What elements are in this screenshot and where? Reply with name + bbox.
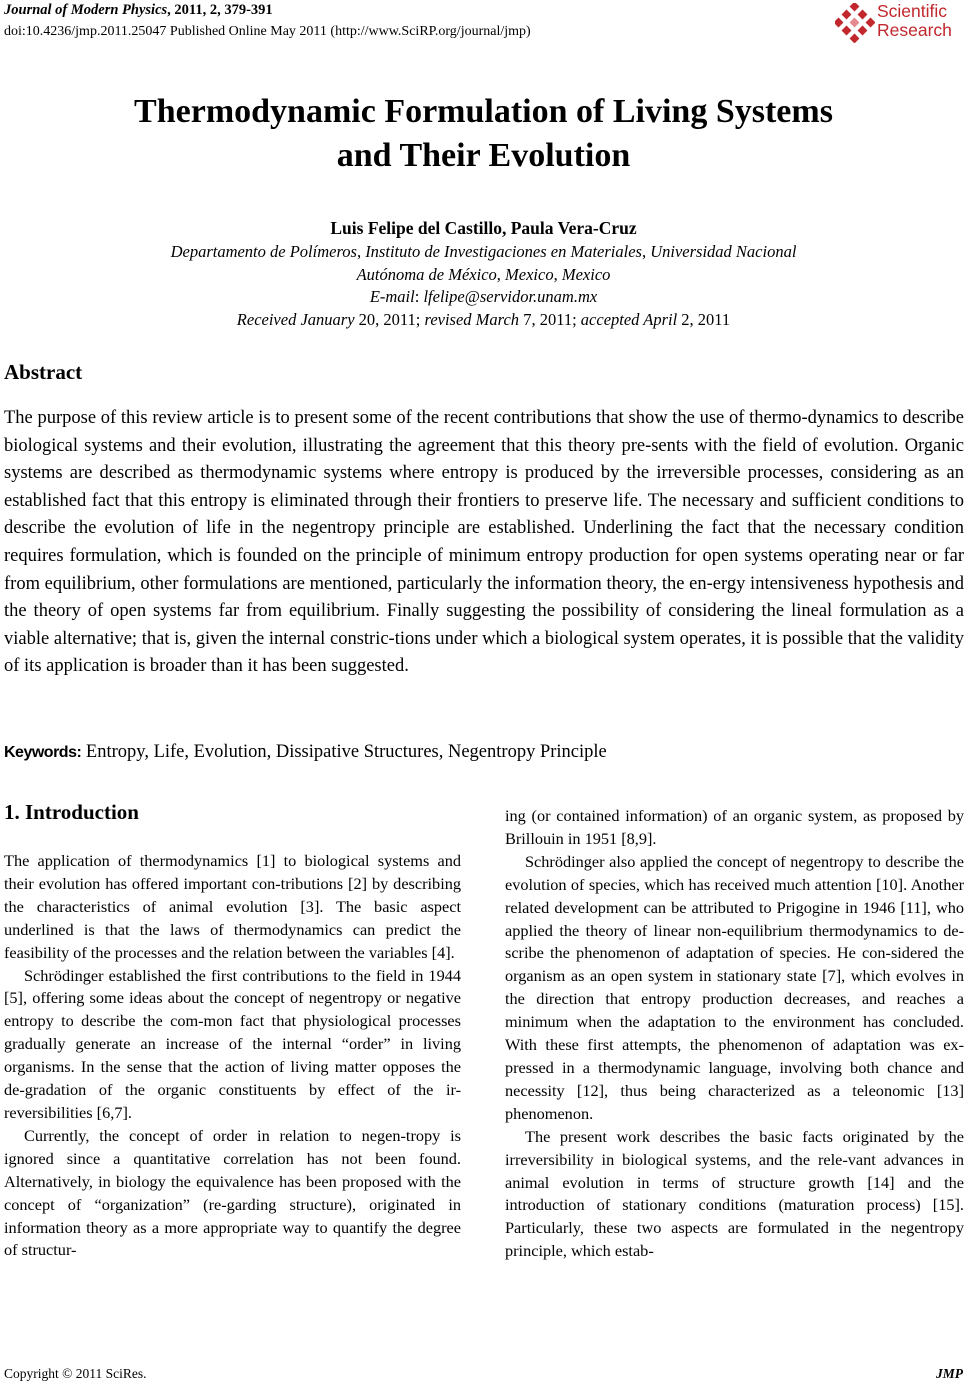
- title-line-2: and Their Evolution: [336, 137, 631, 174]
- logo-line-2: Research: [877, 20, 952, 40]
- logo-line-1: Scientific: [877, 1, 948, 21]
- paragraph: Schrödinger also applied the concept of negentropy to describe the evolution of species, which has received much attention [10]. Another related development can be attributed to Prigogine in 1946 [11], who applied the theory of linear non-equilibrium thermodynamics to de-scribe the phenomenon of adaptation of species. He con-sidered the organism as an open system in stationary state [7], which evolves in the direction that entropy production decreases, and reaches a minimum when the adaptation to the environment has concluded. With these first attempts, the phenomenon of adaptation was ex-pressed in a thermodynamic language, involving both chance and necessity [12], thus being characterized as a teleonomic [13] phenomenon.: [505, 851, 964, 1123]
- footer-journal-abbrev: JMP: [936, 1366, 963, 1381]
- affiliation-line-1: Departamento de Polímeros, Instituto de Investigaciones en Materiales, Universidad Nacional: [170, 242, 797, 261]
- publisher-logo: [835, 2, 963, 46]
- footer-copyright: Copyright © 2011 SciRes.: [4, 1366, 147, 1381]
- dates-line: Received January 20, 2011; revised March 7, 2011; accepted April 2, 2011: [236, 309, 731, 329]
- email-address: lfelipe@servidor.unam.mx: [423, 287, 598, 306]
- abstract-heading: Abstract: [4, 360, 83, 384]
- section-heading-introduction: 1. Introduction: [4, 800, 139, 824]
- affiliation-block: [0, 241, 967, 331]
- logo-text: [877, 2, 952, 40]
- journal-name: Journal of Modern Physics: [4, 2, 168, 18]
- journal-header: [4, 2, 273, 19]
- email-line: E-mail: lfelipe@servidor.unam.mx: [369, 287, 598, 306]
- left-column: [4, 850, 461, 1262]
- authors: Luis Felipe del Castillo, Paula Vera-Cruz: [330, 218, 637, 238]
- abstract-text: The purpose of this review article is to present some of the recent contributions that show the use of thermo-dynamics to describe biological systems and their evolution, illustrating the agreement that this theory pre-sents with the field of evolution. Organic systems are described as thermodynamic systems where entropy is produced by the irreversible processes, considering as an established fact that this entropy is eliminated through their frontiers to preserve life. The necessary and sufficient conditions to describe the evolution of life in the negentropy principle are established. Underlining the fact that the necessary condition requires formulation, which is founded on the principle of minimum entropy production for open systems operating near or far from equilibrium, other formulations are mentioned, particularly the information theory, the en-ergy intensiveness hypothesis and the theory of open systems far from equilibrium. Finally suggesting the possibility of considering the lineal formulation as a viable alternative; that is, given the internal constric-tions under which a biological system operates, it is possible that the validity of its application is broader than it has been suggested.: [4, 408, 964, 677]
- paragraph: Currently, the concept of order in relation to negen-tropy is ignored since a quantitative correlation has not been found. Alternatively, in biology the equivalence has been proposed with the concept of “organization” (re-garding structure), originated in information theory as a more appropriate way to quantify the degree of structur-: [4, 1125, 461, 1260]
- keywords-label: Keywords:: [4, 744, 82, 761]
- paragraph: Schrödinger established the first contributions to the field in 1944 [5], offering some ideas about the concept of negentropy or negative entropy to describe the com-mon fact that physiological processes gradually generate an increase of the internal “order” in living organisms. In the sense that the action of living matter opposes the de-gradation of the organic constituents by effect of the ir-reversibilities [6,7].: [4, 965, 461, 1122]
- keywords-line: [4, 742, 607, 763]
- scientific-research-logo-icon: [835, 3, 875, 43]
- right-column: [505, 805, 964, 1263]
- paragraph: The present work describes the basic facts originated by the irreversibility in biological systems, and the rele-vant advances in animal evolution in terms of structure growth [14] and the introduction of stationary conditions (maturation process) [15]. Particularly, these two aspects are formulated in the negentropy principle, which estab-: [505, 1126, 964, 1261]
- affiliation-line-2: Autónoma de México, Mexico, Mexico: [356, 264, 611, 284]
- paragraph: ing (or contained information) of an organic system, as proposed by Brillouin in 1951 [8,9].: [505, 806, 964, 848]
- journal-volume: , 2011, 2, 379-391: [167, 2, 273, 18]
- paragraph: The application of thermodynamics [1] to biological systems and their evolution has offered important con-tributions [2] by describing the characteristics of animal evolution [3]. The basic aspect underlined is that the laws of thermodynamics can predict the feasibility of the processes and the relation between the variables [4].: [4, 851, 461, 962]
- title-line-1: Thermodynamic Formulation of Living Systems: [134, 93, 833, 130]
- keywords-text: Entropy, Life, Evolution, Dissipative Structures, Negentropy Principle: [85, 742, 607, 762]
- doi-line: doi:10.4236/jmp.2011.25047 Published Online May 2011 (http://www.SciRP.org/journal/jmp): [4, 24, 531, 39]
- paper-title: [0, 90, 967, 178]
